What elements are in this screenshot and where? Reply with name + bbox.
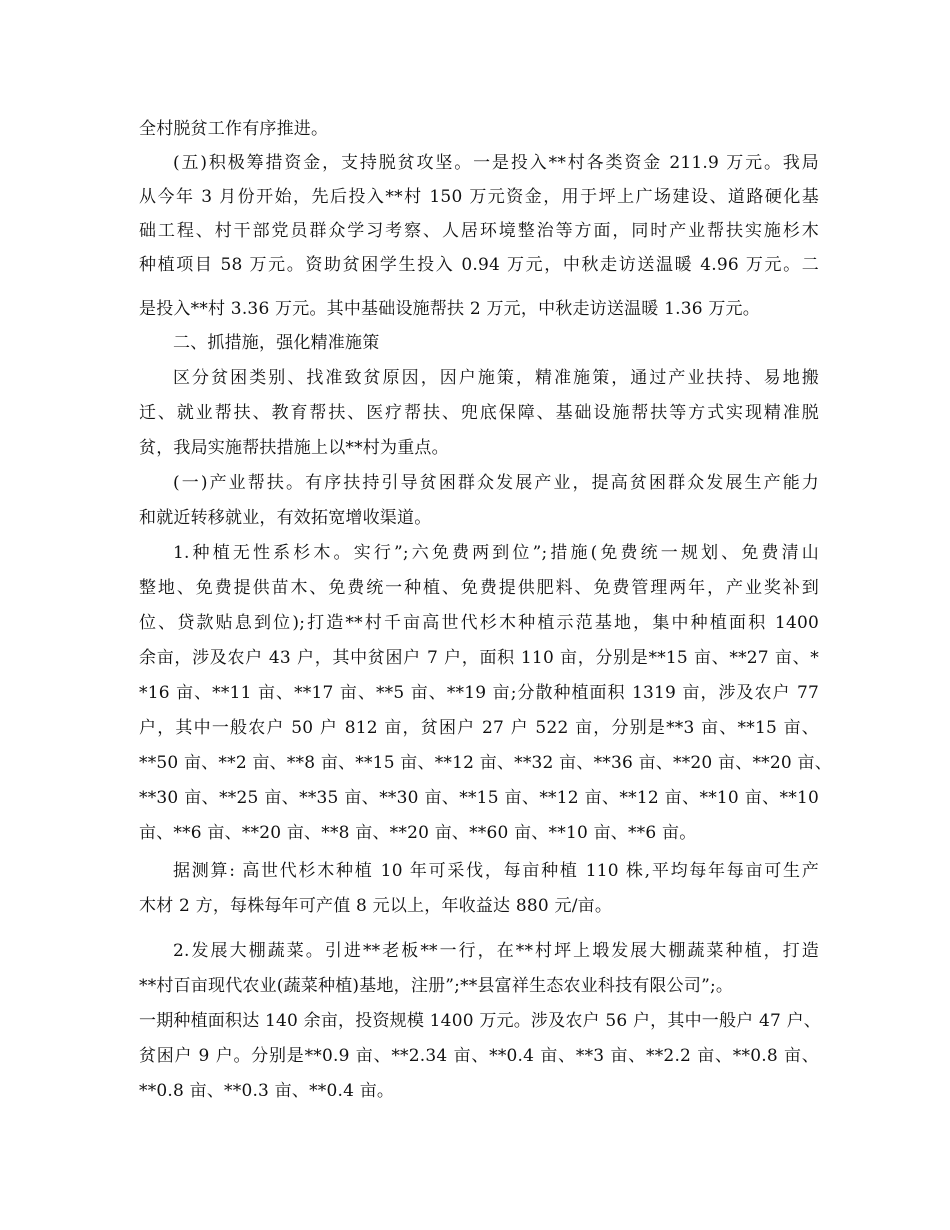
text-line: 区分贫困类别、找准致贫原因，因户施策，精准施策，通过产业扶持、易地搬 (173, 368, 819, 388)
text-line: 整地、免费提供苗木、免费统一种植、免费提供肥料、免费管理两年，产业奖补到 (139, 578, 819, 598)
text-line: 户，其中一般农户 50 户 812 亩，贫困户 27 户 522 亩，分别是**3 亩、**15 亩、 (139, 718, 819, 738)
text-line: 迁、就业帮扶、教育帮扶、医疗帮扶、兜底保障、基础设施帮扶等方式实现精准脱 (139, 403, 819, 423)
text-line: 余亩，涉及农户 43 户，其中贫困户 7 户，面积 110 亩，分别是**15 亩、**27 亩、* (139, 648, 819, 668)
text-line: 贫困户 9 户。分别是**0.9 亩、**2.34 亩、**0.4 亩、**3 亩、**2.2 亩、**0.8 亩、 (139, 1046, 819, 1066)
text-line: **50 亩、**2 亩、**8 亩、**15 亩、**12 亩、**32 亩、**36 亩、**20 亩、**20 亩、 (139, 753, 832, 773)
text-line: 2.发展大棚蔬菜。引进**老板**一行，在**村坪上塅发展大棚蔬菜种植，打造 (173, 941, 819, 961)
text-line: *16 亩、**11 亩、**17 亩、**5 亩、**19 亩;分散种植面积 1319 亩，涉及农户 77 (139, 683, 819, 703)
text-line: 木材 2 方，每株每年可产值 8 元以上，年收益达 880 元/亩。 (139, 896, 613, 916)
text-line: **村百亩现代农业(蔬菜种植)基地，注册”;**县富祥生态农业科技有限公司”;。 (139, 976, 734, 996)
text-line: **30 亩、**25 亩、**35 亩、**30 亩、**15 亩、**12 亩、**12 亩、**10 亩、**10 (139, 788, 819, 808)
text-line: 是投入**村 3.36 万元。其中基础设施帮扶 2 万元，中秋走访送温暖 1.36 万元。 (139, 299, 760, 319)
text-line: 从今年 3 月份开始，先后投入**村 150 万元资金，用于坪上广场建设、道路硬化基 (139, 187, 819, 207)
text-line: 全村脱贫工作有序推进。 (139, 119, 329, 139)
text-line: 种植项目 58 万元。资助贫困学生投入 0.94 万元，中秋走访送温暖 4.96 万元。二 (139, 255, 819, 275)
text-line: 亩、**6 亩、**20 亩、**8 亩、**20 亩、**60 亩、**10 亩、**6 亩。 (139, 823, 697, 843)
text-line: 础工程、村干部党员群众学习考察、人居环境整治等方面，同时产业帮扶实施杉木 (139, 221, 819, 241)
text-line: 和就近转移就业，有效拓宽增收渠道。 (139, 508, 432, 528)
text-line: (一)产业帮扶。有序扶持引导贫困群众发展产业，提高贫困群众发展生产能力 (173, 473, 819, 493)
text-line: 1.种植无性系杉木。实行”;六免费两到位”;措施(免费统一规划、免费清山 (173, 543, 819, 563)
section-heading: 二、抓措施，强化精准施策 (173, 333, 380, 353)
text-line: (五)积极筹措资金，支持脱贫攻坚。一是投入**村各类资金 211.9 万元。我局 (173, 153, 819, 173)
text-line: 据测算: 高世代杉木种植 10 年可采伐，每亩种植 110 株,平均每年每亩可生产 (173, 861, 819, 881)
text-line: 贫，我局实施帮扶措施上以**村为重点。 (139, 438, 449, 458)
text-line: **0.8 亩、**0.3 亩、**0.4 亩。 (139, 1081, 395, 1101)
text-line: 一期种植面积达 140 余亩，投资规模 1400 万元。涉及农户 56 户，其中一般户 47 户、 (139, 1011, 822, 1031)
text-line: 位、贷款贴息到位);打造**村千亩高世代杉木种植示范基地，集中种植面积 1400 (139, 613, 819, 633)
